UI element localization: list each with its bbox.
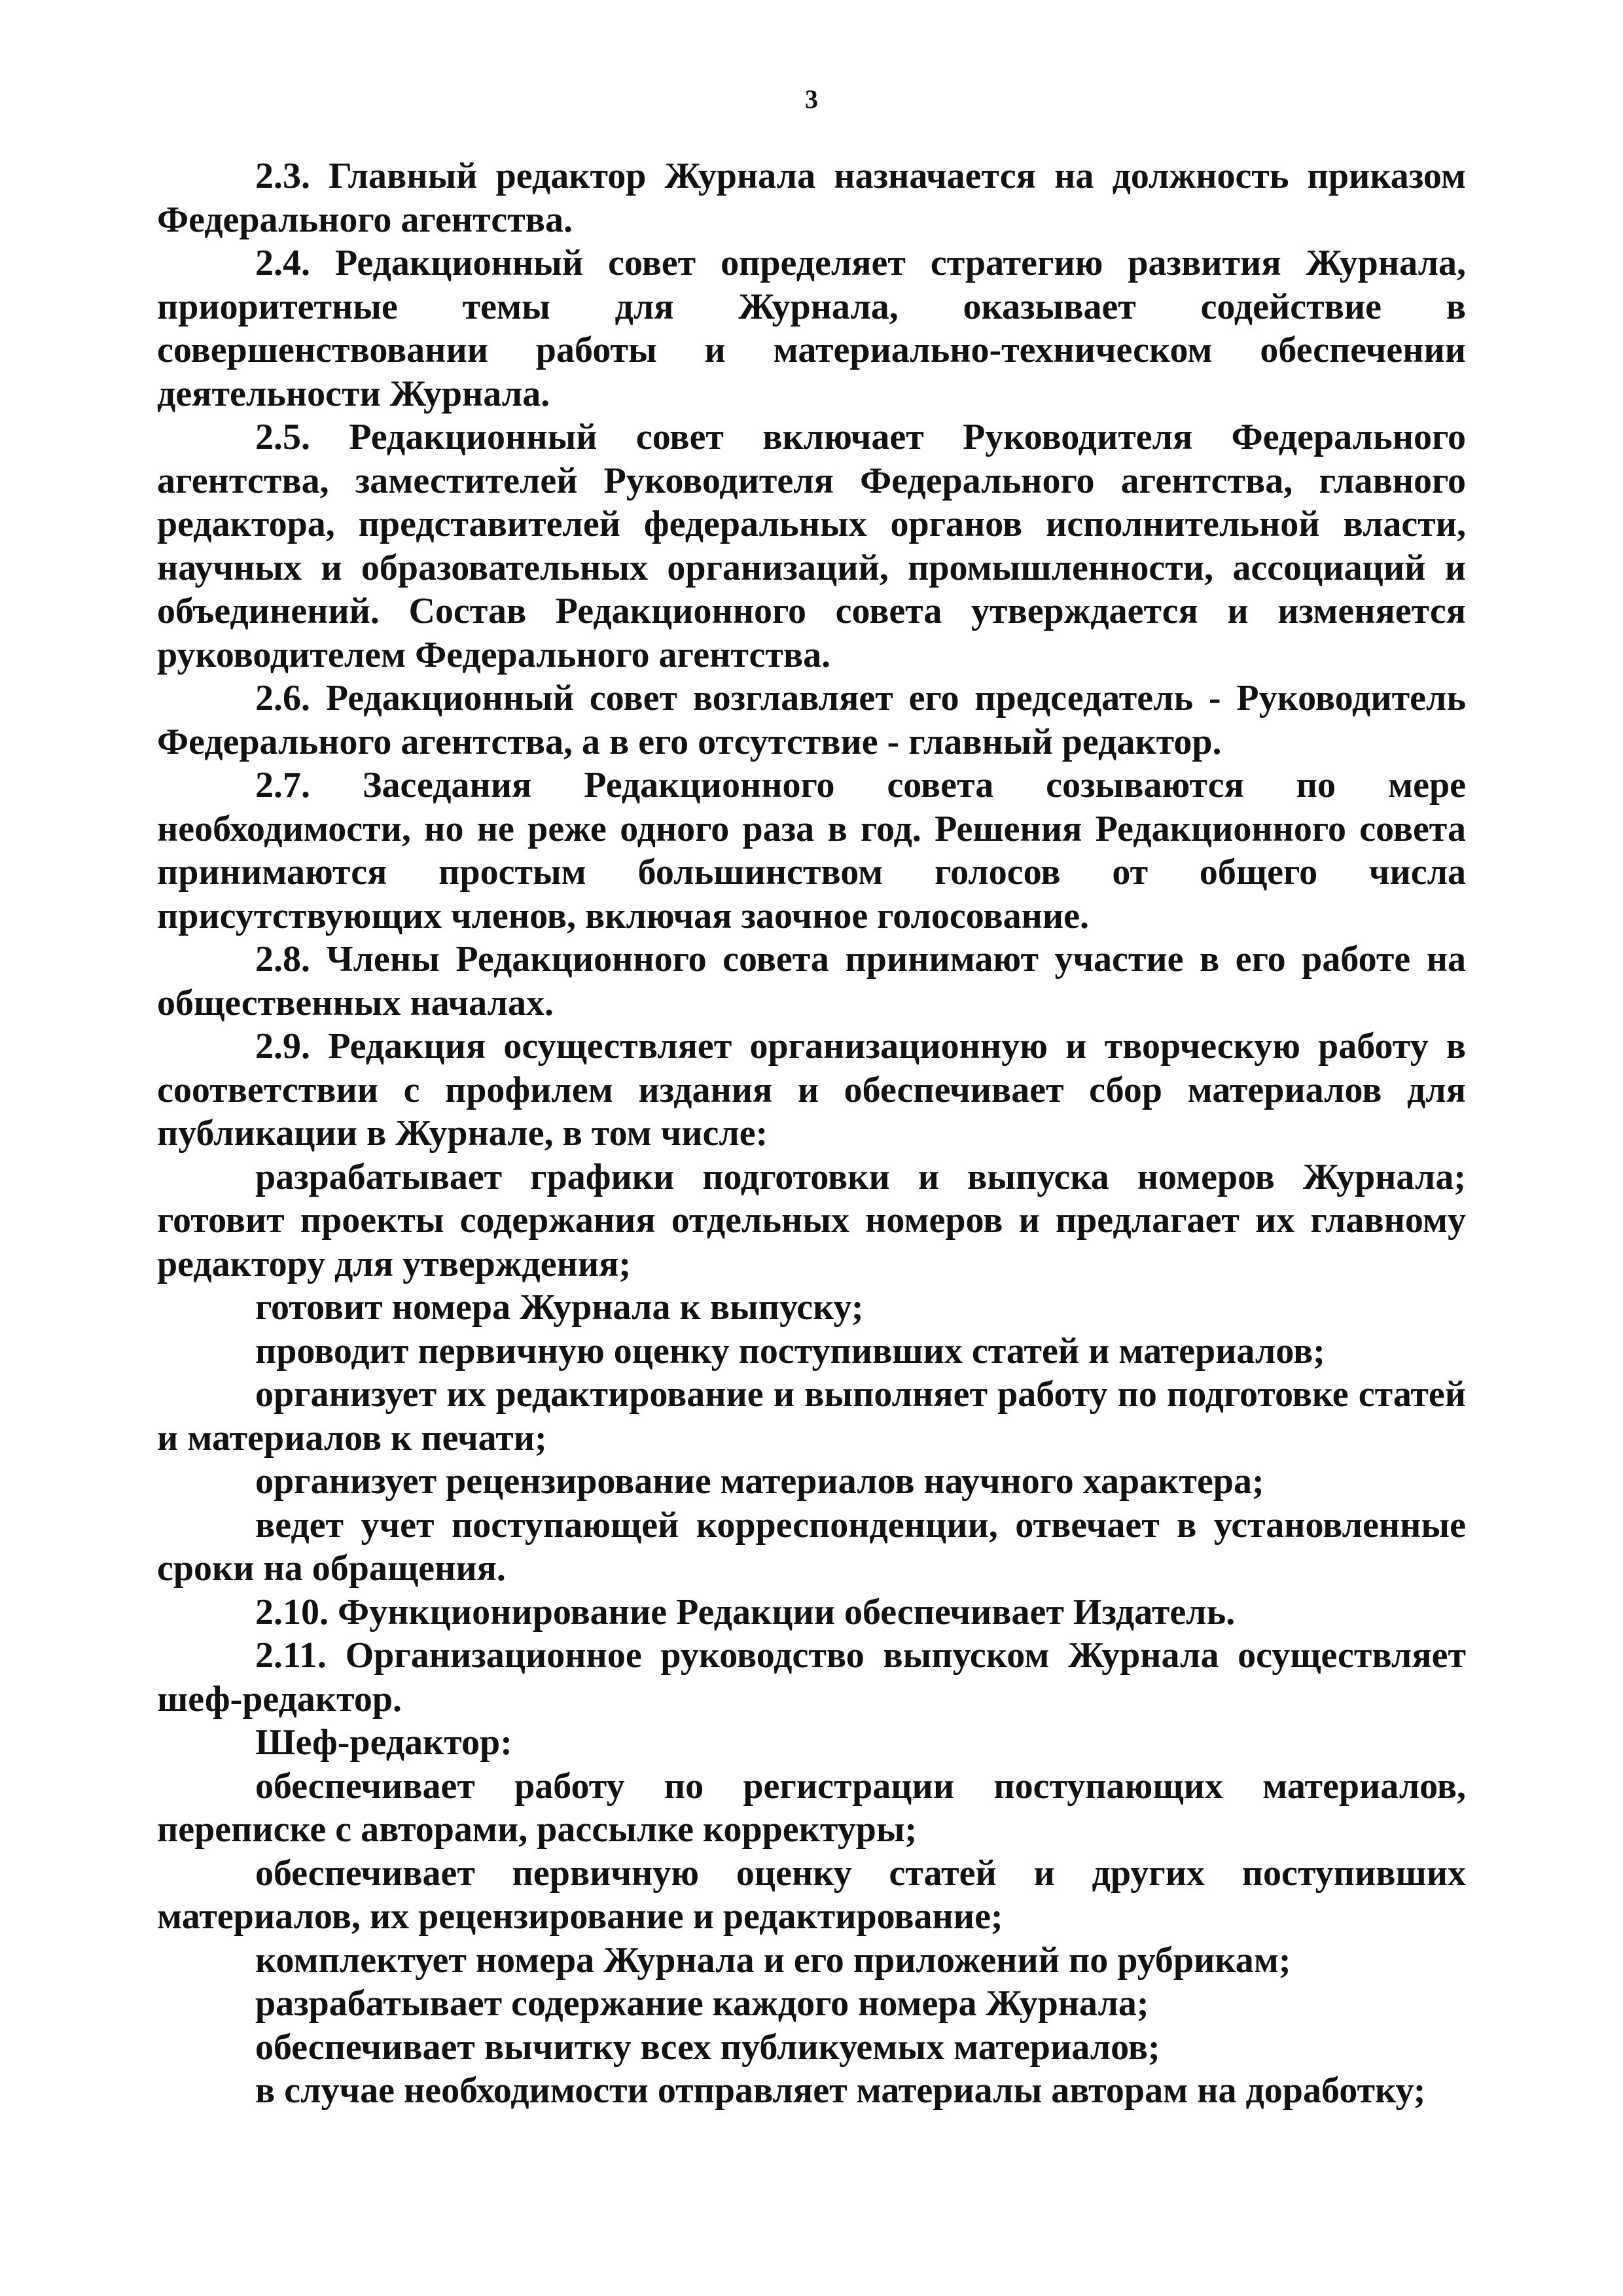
document-body xyxy=(157,154,1466,2113)
paragraph-2-7: 2.7. Заседания Редакционного совета созываются по мере необходимости, но не реже одного раза в год. Решения Редакционного совета принимаются простым большинством голосов от общего числа присутствующих членов, включая заочное голосование. xyxy=(157,765,1466,936)
paragraph-2-4: 2.4. Редакционный совет определяет стратегию развития Журнала, приоритетные темы для Журнала, оказывает содействие в совершенствовании работы и материально-техническом обеспечении деятельности Журнала. xyxy=(157,243,1466,414)
paragraph-2-10: 2.10. Функционирование Редакции обеспечивает Издатель. xyxy=(255,1591,1236,1633)
list-item: комплектует номера Журнала и его приложений по рубрикам; xyxy=(255,1939,1291,1981)
list-item: в случае необходимости отправляет материалы авторам на доработку; xyxy=(255,2070,1426,2111)
list-item: готовит номера Журнала к выпуску; xyxy=(255,1287,864,1328)
paragraph-2-8: 2.8. Члены Редакционного совета принимают участие в его работе на общественных началах. xyxy=(157,939,1466,1023)
chief-editor-heading: Шеф-редактор: xyxy=(255,1722,512,1763)
list-item: обеспечивает вычитку всех публикуемых материалов; xyxy=(255,2026,1160,2068)
list-item: разрабатывает графики подготовки и выпуска номеров Журнала; готовит проекты содержания отдельных номеров и предлагает их главному редактору для утверждения; xyxy=(157,1156,1466,1284)
list-item: обеспечивает работу по регистрации поступающих материалов, переписке с авторами, рассылке корректуры; xyxy=(157,1765,1466,1850)
page-number: 3 xyxy=(805,84,818,114)
paragraph-2-11: 2.11. Организационное руководство выпуском Журнала осуществляет шеф-редактор. xyxy=(157,1635,1466,1720)
list-item: проводит первичную оценку поступивших статей и материалов; xyxy=(255,1330,1325,1371)
list-item: обеспечивает первичную оценку статей и других поступивших материалов, их рецензирование и редактирование; xyxy=(157,1852,1466,1937)
paragraph-2-3: 2.3. Главный редактор Журнала назначается на должность приказом Федерального агентства. xyxy=(157,156,1466,240)
paragraph-2-6: 2.6. Редакционный совет возглавляет его председатель - Руководитель Федерального агентства, а в его отсутствие - главный редактор. xyxy=(157,678,1466,762)
paragraph-2-5: 2.5. Редакционный совет включает Руководителя Федерального агентства, заместителей Руководителя Федерального агентства, главного редактора, представителей федеральных органов исполнительной власти, научных и образовательных организаций, промышленности, ассоциаций и объединений. Состав Редакционного совета утверждается и изменяется руководителем Федерального агентства. xyxy=(157,417,1466,675)
list-item: ведет учет поступающей корреспонденции, отвечает в установленные сроки на обращения. xyxy=(157,1504,1466,1589)
paragraph-2-9: 2.9. Редакция осуществляет организационную и творческую работу в соответствии с профилем издания и обеспечивает сбор материалов для публикации в Журнале, в том числе: xyxy=(157,1026,1466,1154)
list-item: организует рецензирование материалов научного характера; xyxy=(255,1461,1264,1502)
list-item: разрабатывает содержание каждого номера Журнала; xyxy=(255,1983,1149,2024)
list-item: организует их редактирование и выполняет работу по подготовке статей и материалов к печати; xyxy=(157,1374,1466,1458)
